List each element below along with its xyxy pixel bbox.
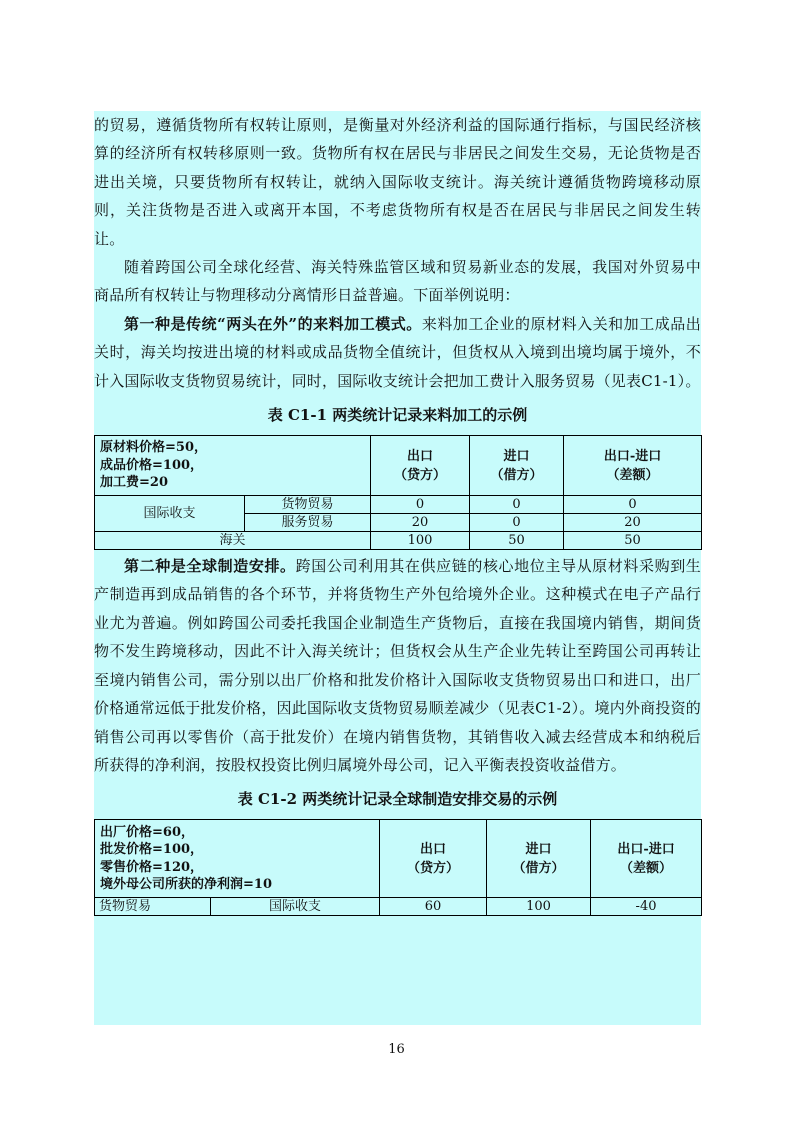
table-cell: 国际收支 <box>211 898 380 916</box>
table-2-header-export: 出口 （贷方） <box>380 820 487 898</box>
table-cell: 20 <box>564 514 702 532</box>
table-row <box>95 496 702 514</box>
table-cell: 100 <box>487 898 591 916</box>
table-1-conditions: 原材料价格=50， 成品价格=100， 加工费=20 <box>95 436 371 496</box>
paragraph-3-text: 来料加工企业的原材料入关和加工成品出关时，海关均按进出境的材料或成品货物全值统计，但货权从入境到出境均属于境外，不计入国际收支货物贸易统计，同时，国际收支统计会把加工费计入服务贸易（见表C1-1）。 <box>94 314 701 390</box>
paragraph-2: 随着跨国公司全球化经营、海关特殊监管区域和贸易新业态的发展，我国对外贸易中商品所有权转让与物理移动分离情形日益普遍。下面举例说明： <box>94 258 701 305</box>
table-cell: 20 <box>371 514 470 532</box>
paragraph-4-text: 跨国公司利用其在供应链的核心地位主导从原材料采购到生产制造再到成品销售的各个环节，并将货物生产外包给境外企业。这种模式在电子产品行业尤为普遍。例如跨国公司委托我国企业制造生产货物后，直接在我国境内销售，期间货物不发生跨境移动，因此不计入海关统计；但货权会从生产企业先转让至跨国公司再转让至境内销售公司，需分别以出厂价格和批发价格计入国际收支货物贸易出口和进口，出厂价格通常远低于批发价格，因此国际收支货物贸易顺差减少（见表C1-2）。境内外商投资的销售公司再以零售价（高于批发价）在境内销售货物，其销售收入减去经营成本和纳税后所获得的净利润，按股权投资比例归属境外母公司，记入平衡表投资收益借方。 <box>94 557 702 774</box>
paragraph-4-lead: 第二种是全球制造安排。 <box>124 557 296 576</box>
table-row <box>95 532 702 550</box>
table-2-header-import: 进口 （借方） <box>487 820 591 898</box>
table-row <box>95 898 702 916</box>
table-1-bop-label: 国际收支 <box>95 496 245 532</box>
table-cell: 货物贸易 <box>245 496 371 514</box>
table-cell: 50 <box>564 532 702 550</box>
table-2-conditions: 出厂价格=60， 批发价格=100， 零售价格=120， 境外母公司所获的净利润=10 <box>95 820 380 898</box>
table-cell: -40 <box>591 898 702 916</box>
paragraph-1: 的贸易，遵循货物所有权转让原则，是衡量对外经济利益的国际通行指标，与国民经济核算的经济所有权转移原则一致。货物所有权在居民与非居民之间发生交易，无论货物是否进出关境，只要货物所有权转让，就纳入国际收支统计。海关统计遵循货物跨境移动原则，关注货物是否进入或离开本国，不考虑货物所有权是否在居民与非居民之间发生转让。 <box>94 116 701 248</box>
document-body <box>94 111 701 916</box>
table-cell: 0 <box>470 514 564 532</box>
paragraph-4 <box>94 552 701 779</box>
table-1-header-import: 进口 （借方） <box>470 436 564 496</box>
table-2-caption: 表 C1-2 两类统计记录全球制造安排交易的示例 <box>237 790 558 809</box>
table-cell: 货物贸易 <box>95 898 211 916</box>
table-1-header-net: 出口-进口 （差额） <box>564 436 702 496</box>
table-cell: 0 <box>564 496 702 514</box>
table-cell: 0 <box>371 496 470 514</box>
table-cell: 60 <box>380 898 487 916</box>
paragraph-3 <box>94 310 701 395</box>
table-2-header-net: 出口-进口 （差额） <box>591 820 702 898</box>
table-cell: 海关 <box>95 532 371 550</box>
table-2 <box>94 819 702 916</box>
paragraph-3-lead: 第一种是传统“两头在外”的来料加工模式。 <box>124 314 422 333</box>
table-1 <box>94 435 702 550</box>
table-cell: 100 <box>371 532 470 550</box>
page-number: 16 <box>388 1042 405 1057</box>
table-1-header-export: 出口 （贷方） <box>371 436 470 496</box>
table-cell: 服务贸易 <box>245 514 371 532</box>
table-1-caption: 表 C1-1 两类统计记录来料加工的示例 <box>267 406 528 425</box>
table-cell: 0 <box>470 496 564 514</box>
table-cell: 50 <box>470 532 564 550</box>
